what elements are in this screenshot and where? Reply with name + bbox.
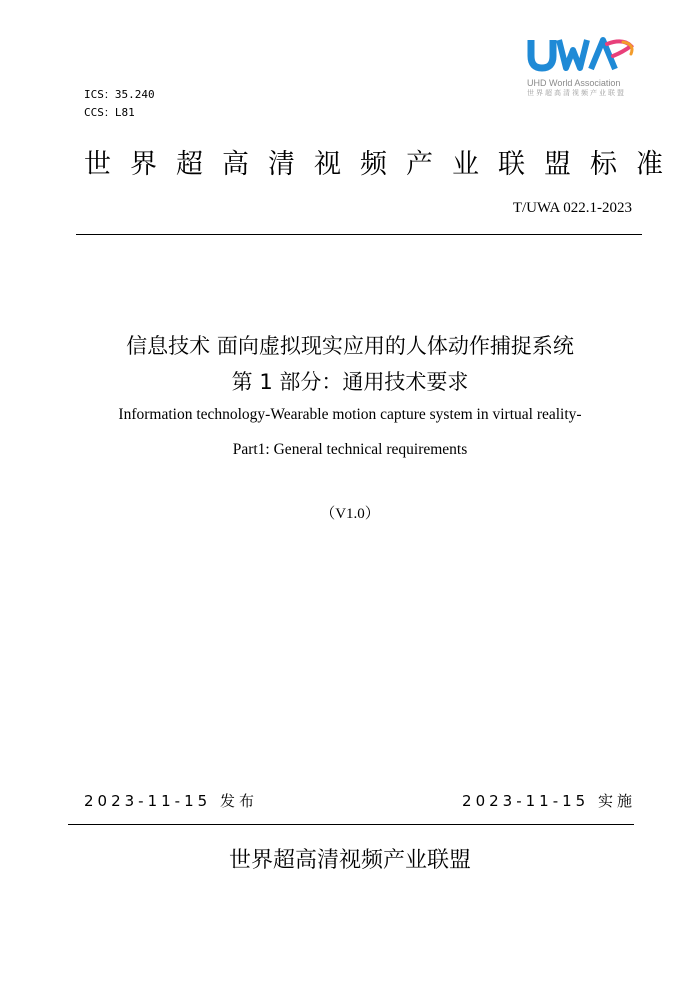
uwa-logo [527, 36, 637, 100]
english-title-line2: Part1: General technical requirements [232, 441, 468, 458]
footer-divider [68, 824, 634, 825]
ccs-code: CCS：L81 [84, 106, 135, 119]
publish-date: 2023-11-15 发布 [84, 792, 258, 810]
english-title-line1: Information technology-Wearable motion capture system in virtual reality- [118, 406, 582, 423]
uwa-logo-mark [527, 36, 637, 76]
logo-english-name: UHD World Association [527, 78, 621, 88]
version-label: （V1.0） [320, 506, 380, 522]
header-divider [76, 234, 642, 235]
ics-code: ICS：35.240 [84, 88, 155, 101]
logo-chinese-name: 世界超高清视频产业联盟 [527, 90, 626, 97]
standard-code: T/UWA 022.1-2023 [512, 200, 632, 216]
implement-date: 2023-11-15 实施 [462, 792, 636, 810]
issuing-organization: 世界超高清视频产业联盟 [228, 848, 471, 873]
chinese-title-line1: 信息技术 面向虚拟现实应用的人体动作捕捉系统 [126, 334, 574, 358]
standard-type-heading: 世界超高清视频产业联盟标准 [84, 149, 682, 180]
chinese-title-line2: 第 1 部分：通用技术要求 [231, 370, 469, 394]
